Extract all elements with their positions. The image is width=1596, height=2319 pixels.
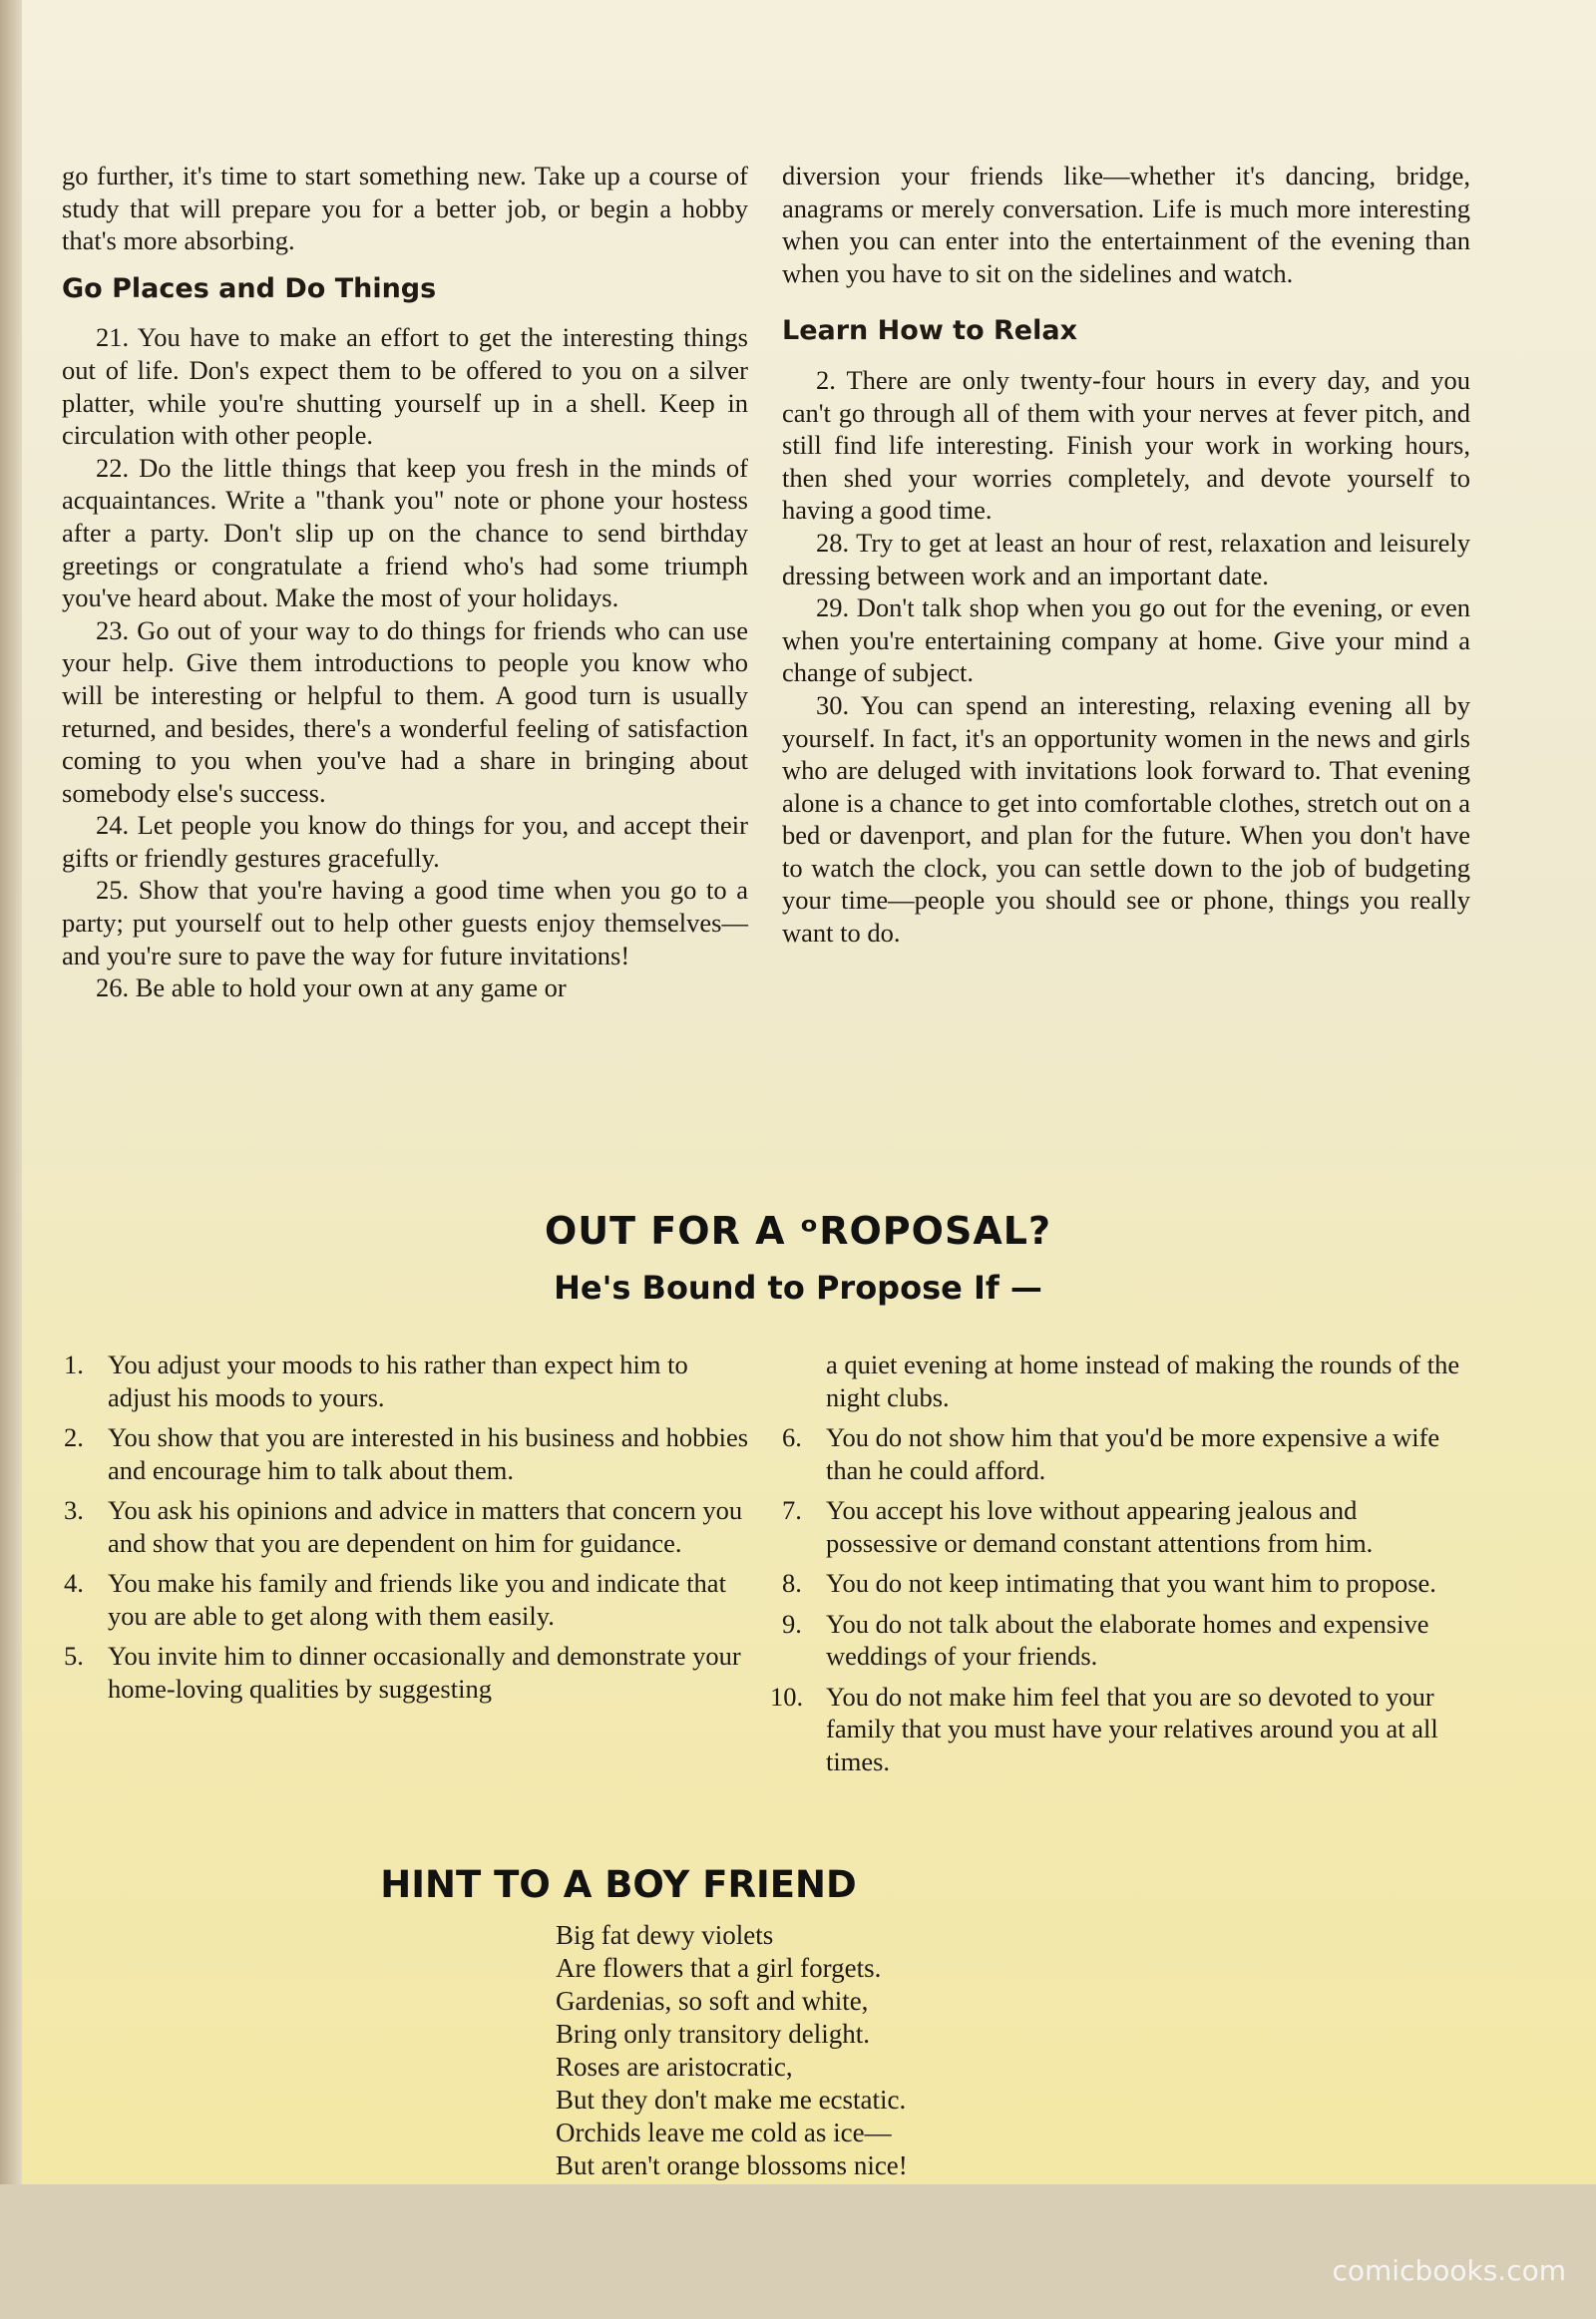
proposal-item-5: [64, 1640, 752, 1705]
paragraph-29: 29. Don't talk shop when you go out for the evening, or even when you're entertaining company at home. Give your mind a change of subject.: [782, 592, 1470, 688]
hint-poem: [556, 1919, 908, 2182]
hint-title: HINT TO A BOY FRIEND: [380, 1863, 857, 1906]
poem-line: Bring only transitory delight.: [556, 2019, 870, 2049]
right-text-column: [782, 160, 1470, 950]
item-number: 8.: [782, 1568, 802, 1598]
paragraph-27: 2. There are only twenty-four hours in every day, and you can't go through all of them with your nerves at fever pitch, and still find life interesting. Finish your work in working hours, then shed your worries completely, and devote yourself to having a good time.: [782, 364, 1470, 526]
proposal-item-10: [770, 1681, 1474, 1778]
poem-line: Are flowers that a girl forgets.: [556, 1953, 882, 1983]
poem-line: But aren't orange blossoms nice!: [556, 2150, 908, 2180]
item-number: 2.: [64, 1422, 84, 1452]
item-text: You do not keep intimating that you want him to propose.: [826, 1568, 1436, 1598]
poem-line: Orchids leave me cold as ice—: [556, 2118, 892, 2147]
proposal-item-4: [64, 1567, 752, 1632]
proposal-list-right: [770, 1349, 1474, 1785]
poem-line: Big fat dewy violets: [556, 1920, 774, 1950]
poem-line: Gardenias, so soft and white,: [556, 1986, 869, 2016]
left-text-column: [62, 160, 748, 1004]
item-text: You make his family and friends like you and indicate that you are able to get along with them easily.: [108, 1568, 726, 1631]
right-intro-paragraph: diversion your friends like—whether it's dancing, bridge, anagrams or merely conversation. Life is much more interesting when you can enter into the entertainment of the evening than when you have to sit on the sidelines and watch.: [782, 161, 1470, 288]
item-number: 4.: [64, 1568, 84, 1598]
proposal-item-9: [782, 1608, 1474, 1673]
proposal-item-8: [782, 1567, 1474, 1600]
item-text: You ask his opinions and advice in matters that concern you and show that you are dependent on him for guidance.: [108, 1495, 743, 1558]
proposal-item-5-continued: a quiet evening at home instead of making the rounds of the night clubs.: [826, 1350, 1460, 1412]
item-text: You do not show him that you'd be more expensive a wife than he could afford.: [826, 1422, 1440, 1485]
poem-line: Roses are aristocratic,: [556, 2052, 793, 2082]
paragraph-23: 23. Go out of your way to do things for friends who can use your help. Give them introductions to people you know who will be interesting or helpful to them. A good turn is usually returned, and besides, there's a wonderful feeling of satisfaction coming to you when you've had a share in bringing about somebody else's success.: [62, 614, 748, 808]
item-text: You do not make him feel that you are so devoted to your family that you must have your relatives around you at all times.: [826, 1681, 1438, 1776]
proposal-item-1: [64, 1349, 752, 1413]
item-number: 3.: [64, 1495, 84, 1525]
page-spine: [0, 0, 22, 2319]
item-number: 1.: [64, 1350, 84, 1379]
item-number: 9.: [782, 1608, 802, 1639]
proposal-item-2: [64, 1421, 752, 1486]
item-text: You invite him to dinner occasionally and demonstrate your home-loving qualities by suggesting: [108, 1641, 741, 1704]
proposal-item-3: [64, 1494, 752, 1559]
proposal-subtitle: He's Bound to Propose If —: [554, 1269, 1042, 1307]
item-text: You accept his love without appearing jealous and possessive or demand constant attentions from him.: [826, 1495, 1374, 1558]
item-text: You do not talk about the elaborate homes and expensive weddings of your friends.: [826, 1608, 1429, 1671]
proposal-item-6: [782, 1421, 1474, 1486]
paragraph-25: 25. Show that you're having a good time when you go to a party; put yourself out to help other guests enjoy themselves—and you're sure to pave the way for future invitations!: [62, 875, 748, 970]
paragraph-26: 26. Be able to hold your own at any game or: [96, 972, 567, 1003]
paragraph-30: 30. You can spend an interesting, relaxing evening all by yourself. In fact, it's an opportunity women in the news and girls who are deluged with invitations look forward to. That evening alone is a chance to get into comfortable clothes, stretch out on a bed or davenport, and plan for the future. When you don't have to watch the clock, you can settle down to the job of budgeting your time—people you should see or phone, things you really want to do.: [782, 689, 1470, 949]
proposal-list-left: [64, 1349, 752, 1713]
paragraph-28: 28. Try to get at least an hour of rest, relaxation and leisurely dressing between work and an important date.: [782, 527, 1470, 590]
item-number: 7.: [782, 1495, 802, 1525]
paragraph-24: 24. Let people you know do things for you, and accept their gifts or friendly gestures gracefully.: [62, 810, 748, 873]
learn-relax-heading: Learn How to Relax: [782, 315, 1078, 347]
go-places-heading: Go Places and Do Things: [62, 272, 437, 304]
source-watermark: comicbooks.com: [1332, 2254, 1566, 2287]
item-text: You adjust your moods to his rather than expect him to adjust his moods to yours.: [108, 1350, 688, 1412]
proposal-title: OUT FOR A ᵒROPOSAL?: [545, 1209, 1051, 1253]
poem-line: But they don't make me ecstatic.: [556, 2085, 907, 2115]
left-intro-paragraph: go further, it's time to start something new. Take up a course of study that will prepare you for a better job, or begin a hobby that's more absorbing.: [62, 161, 748, 256]
page-bottom-margin: [0, 2184, 1596, 2319]
item-number: 5.: [64, 1641, 84, 1671]
item-text: You show that you are interested in his business and hobbies and encourage him to talk about them.: [108, 1422, 749, 1485]
paragraph-21: 21. You have to make an effort to get the interesting things out of life. Don's expect them to be offered to you on a silver platter, while you're shutting yourself up in a shell. Keep in circulation with other people.: [62, 322, 748, 451]
proposal-item-7: [782, 1494, 1474, 1559]
paragraph-22: 22. Do the little things that keep you fresh in the minds of acquaintances. Write a "thank you" note or phone your hostess after a party. Don't slip up on the chance to send birthday greetings or congratulate a friend who's had some triumph you've heard about. Make the most of your holidays.: [62, 452, 748, 613]
item-number: 10.: [770, 1681, 804, 1712]
item-number: 6.: [782, 1422, 802, 1452]
